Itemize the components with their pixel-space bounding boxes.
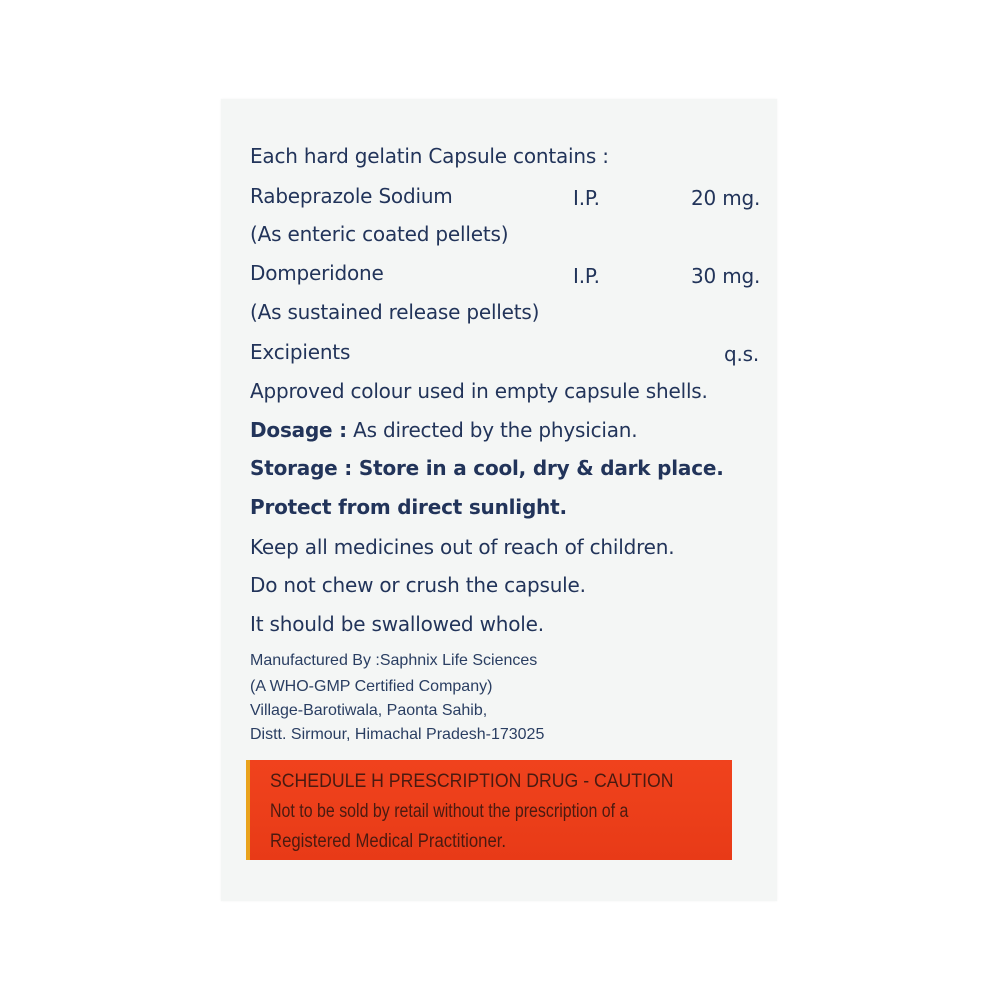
storage-label: Storage : xyxy=(250,456,353,480)
no-chew-warning: Do not chew or crush the capsule. xyxy=(250,573,586,597)
dosage-line xyxy=(250,418,637,442)
dosage-label: Dosage : xyxy=(250,418,347,442)
excipients-amount: q.s. xyxy=(724,342,760,366)
storage-line xyxy=(250,456,724,480)
manufacturer-line-4: Distt. Sirmour, Himachal Pradesh-173025 xyxy=(250,726,545,743)
ingredient-1-standard: I.P. xyxy=(573,186,600,210)
ingredient-2-note: (As sustained release pellets) xyxy=(250,300,540,324)
ingredient-1-name: Rabeprazole Sodium xyxy=(250,184,453,208)
manufacturer-line-1: Manufactured By :Saphnix Life Sciences xyxy=(250,652,538,669)
caution-line-2: Registered Medical Practitioner. xyxy=(270,831,507,852)
ingredient-1-note: (As enteric coated pellets) xyxy=(250,222,509,246)
manufacturer-line-3: Village-Barotiwala, Paonta Sahib, xyxy=(250,702,488,719)
manufacturer-line-2: (A WHO-GMP Certified Company) xyxy=(250,678,493,695)
excipients-name: Excipients xyxy=(250,340,351,364)
storage-text: Store in a cool, dry & dark place. xyxy=(358,456,724,480)
colour-note: Approved colour used in empty capsule shells. xyxy=(250,379,708,403)
protect-warning: Protect from direct sunlight. xyxy=(250,495,567,519)
ingredient-1-amount: 20 mg. xyxy=(691,186,761,210)
ingredient-2-name: Domperidone xyxy=(250,261,384,285)
caution-heading: SCHEDULE H PRESCRIPTION DRUG - CAUTION xyxy=(270,771,674,792)
keep-away-warning: Keep all medicines out of reach of children. xyxy=(250,535,675,559)
ingredient-2-standard: I.P. xyxy=(573,264,600,288)
ingredient-2-amount: 30 mg. xyxy=(691,264,761,288)
schedule-h-caution-banner xyxy=(246,760,732,860)
dosage-text: As directed by the physician. xyxy=(353,418,638,442)
composition-header: Each hard gelatin Capsule contains : xyxy=(250,144,609,168)
caution-line-1: Not to be sold by retail without the prescription of a xyxy=(270,801,629,822)
banner-edge-stripe xyxy=(246,760,250,860)
swallow-instruction: It should be swallowed whole. xyxy=(250,612,544,636)
